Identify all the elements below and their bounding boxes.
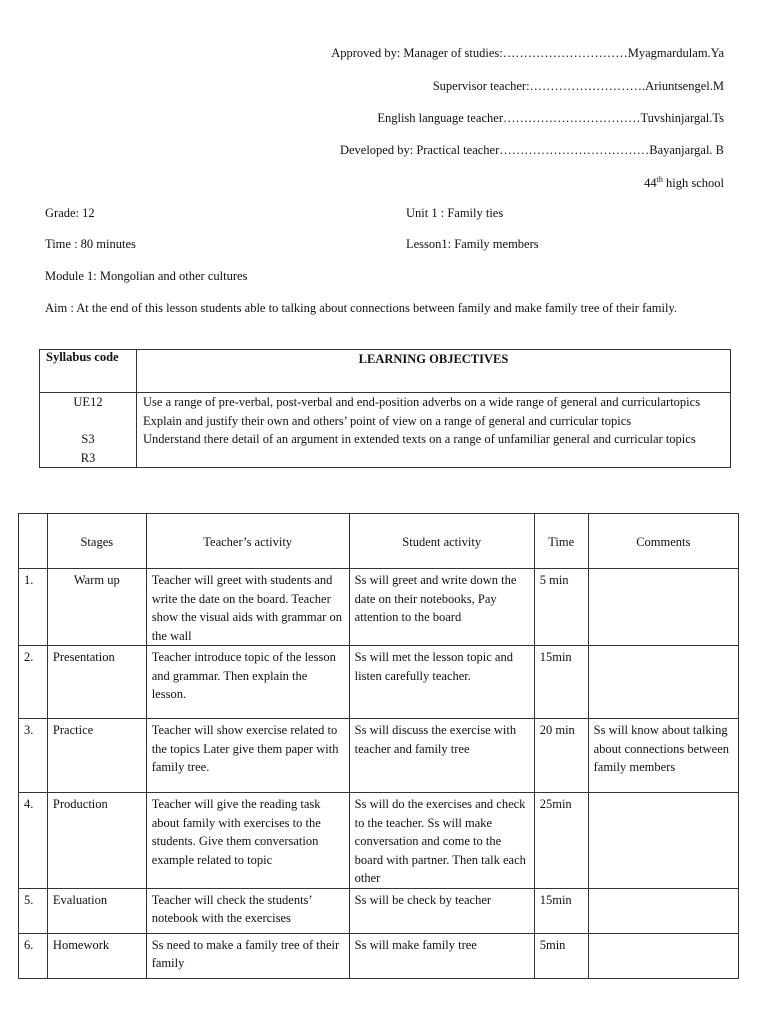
aim-text: Aim : At the end of this lesson students able to talking about connections between family and make family tree of their family. bbox=[45, 301, 678, 315]
syllabus-code: UE12 bbox=[73, 395, 103, 409]
header-stages: Stages bbox=[47, 514, 146, 569]
row-teacher-activity: Teacher will greet with students and write the date on the board. Teacher show the visual aids with grammar on the wall bbox=[146, 569, 349, 646]
table-row bbox=[19, 569, 739, 646]
module-label: Module 1: Mongolian and other cultures bbox=[45, 269, 248, 283]
row-comment bbox=[588, 888, 738, 933]
table-row bbox=[19, 933, 739, 978]
row-comment bbox=[588, 933, 738, 978]
objective-item: Use a range of pre-verbal, post-verbal and end-position adverbs on a wide range of general and curriculartopics bbox=[143, 395, 701, 409]
objective-item: Explain and justify their own and others’ point of view on a range of general and curricular topics bbox=[143, 413, 632, 428]
row-time: 25min bbox=[534, 793, 588, 889]
row-time: 5 min bbox=[534, 569, 588, 646]
objectives-cell bbox=[137, 393, 731, 468]
learning-objectives-header: LEARNING OBJECTIVES bbox=[137, 350, 731, 393]
syllabus-code: R3 bbox=[80, 450, 96, 465]
syllabus-code-header: Syllabus code bbox=[40, 350, 137, 393]
header-comments: Comments bbox=[588, 514, 738, 569]
school-line bbox=[644, 175, 724, 191]
row-teacher-activity: Teacher will show exercise related to the topics Later give them paper with family tree. bbox=[146, 719, 349, 793]
row-time: 20 min bbox=[534, 719, 588, 793]
time-label: Time : 80 minutes bbox=[45, 237, 136, 251]
row-stage: Production bbox=[47, 793, 146, 889]
objectives-table bbox=[39, 349, 731, 468]
row-teacher-activity: Teacher will give the reading task about family with exercises to the students. Give them conversation example related to topic bbox=[146, 793, 349, 889]
developed-by-line: Developed by: Practical teacher………………………………Bayanjargal. B bbox=[339, 143, 724, 157]
row-number: 5. bbox=[19, 888, 48, 933]
school-name: high school bbox=[662, 176, 724, 191]
unit-label: Unit 1 : Family ties bbox=[406, 206, 504, 220]
row-student-activity: Ss will make family tree bbox=[349, 933, 534, 978]
lesson-plan-table bbox=[18, 513, 739, 979]
table-row bbox=[19, 719, 739, 793]
table-row bbox=[19, 646, 739, 719]
header-time: Time bbox=[534, 514, 588, 569]
row-stage: Practice bbox=[47, 719, 146, 793]
table-row bbox=[19, 888, 739, 933]
row-comment bbox=[588, 646, 738, 719]
row-stage: Evaluation bbox=[47, 888, 146, 933]
grade-label: Grade: 12 bbox=[45, 206, 95, 220]
school-ordinal: th bbox=[656, 175, 663, 184]
row-teacher-activity: Teacher introduce topic of the lesson and grammar. Then explain the lesson. bbox=[146, 646, 349, 719]
syllabus-code: S3 bbox=[81, 432, 95, 446]
row-stage: Presentation bbox=[47, 646, 146, 719]
row-time: 5min bbox=[534, 933, 588, 978]
table-row bbox=[19, 793, 739, 889]
row-time: 15min bbox=[534, 646, 588, 719]
school-number: 44 bbox=[644, 176, 657, 191]
row-number: 4. bbox=[19, 793, 48, 889]
row-number: 1. bbox=[19, 569, 48, 646]
header-student-activity: Student activity bbox=[349, 514, 534, 569]
row-teacher-activity: Teacher will check the students’ notebook with the exercises bbox=[146, 888, 349, 933]
row-student-activity: Ss will met the lesson topic and listen carefully teacher. bbox=[349, 646, 534, 719]
header-teacher-activity: Teacher’s activity bbox=[146, 514, 349, 569]
english-teacher-line: English language teacher……………………………Tuvshinjargal.Ts bbox=[377, 111, 724, 125]
row-student-activity: Ss will discuss the exercise with teacher and family tree bbox=[349, 719, 534, 793]
row-stage: Homework bbox=[47, 933, 146, 978]
row-student-activity: Ss will do the exercises and check to the teacher. Ss will make conversation and come to the board with partner. Then talk each other bbox=[349, 793, 534, 889]
lesson-label: Lesson1: Family members bbox=[406, 237, 539, 251]
row-student-activity: Ss will be check by teacher bbox=[349, 888, 534, 933]
row-student-activity: Ss will greet and write down the date on their notebooks, Pay attention to the board bbox=[349, 569, 534, 646]
row-comment bbox=[588, 569, 738, 646]
row-time: 15min bbox=[534, 888, 588, 933]
row-number: 6. bbox=[19, 933, 48, 978]
row-number: 2. bbox=[19, 646, 48, 719]
supervisor-line: Supervisor teacher:……………………….Ariuntsengel.M bbox=[432, 79, 724, 93]
row-comment bbox=[588, 793, 738, 889]
approved-by-line: Approved by: Manager of studies:…………………………Myagmardulam.Ya bbox=[331, 46, 724, 60]
header-number bbox=[19, 514, 48, 569]
row-comment: Ss will know about talking about connections between family members bbox=[588, 719, 738, 793]
row-stage: Warm up bbox=[47, 569, 146, 646]
objective-item: Understand there detail of an argument in extended texts on a range of unfamiliar general and curricular topics bbox=[143, 432, 696, 446]
syllabus-codes-cell bbox=[40, 393, 137, 468]
row-teacher-activity: Ss need to make a family tree of their family bbox=[146, 933, 349, 978]
row-number: 3. bbox=[19, 719, 48, 793]
lesson-plan-header-row bbox=[19, 514, 739, 569]
